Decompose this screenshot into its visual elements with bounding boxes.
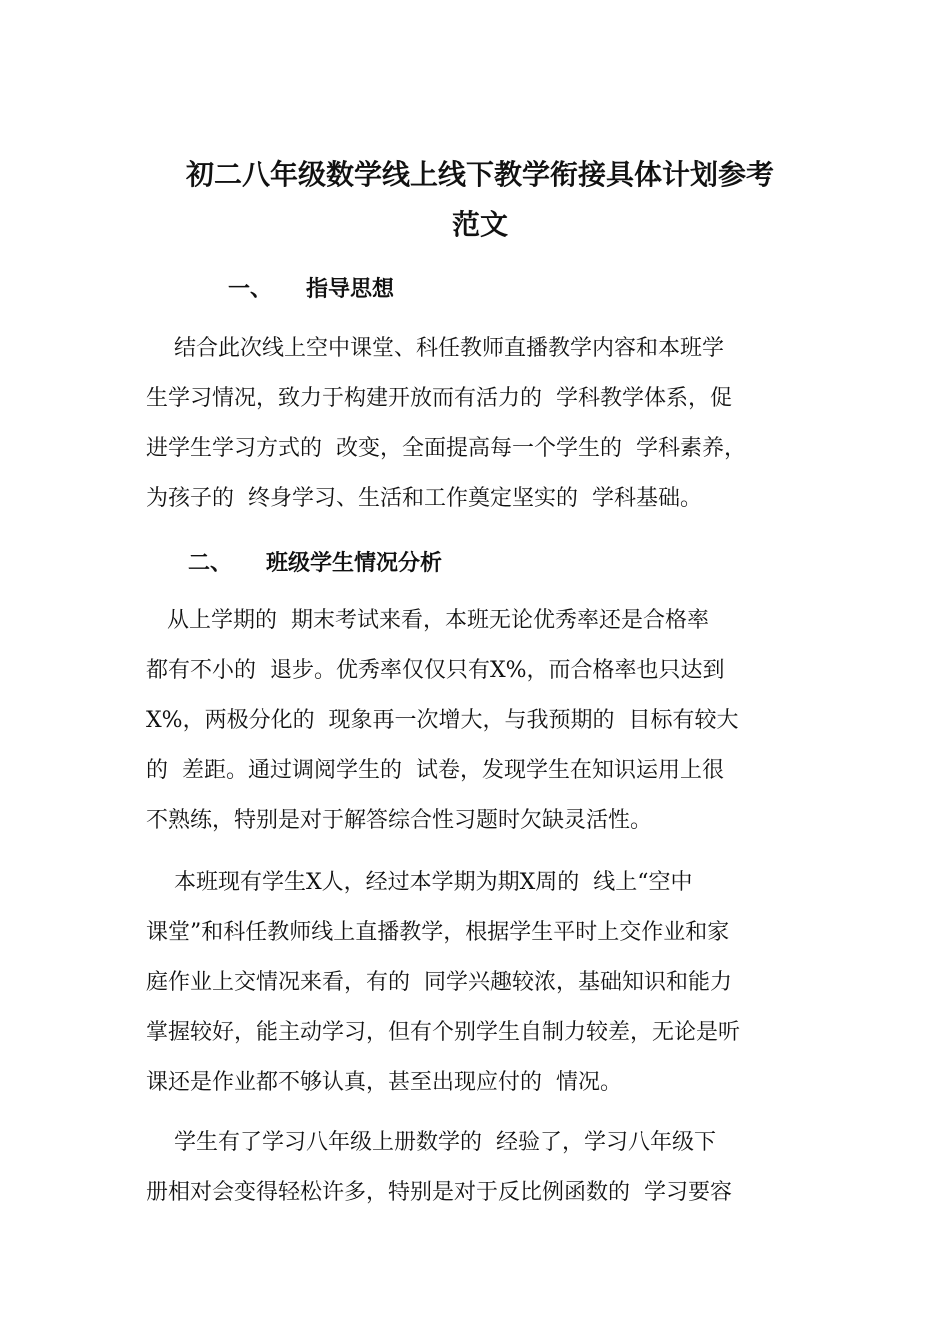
paragraph-line: 不熟练，特别是对于解答综合性习题时欠缺灵活性。 [146, 808, 653, 833]
paragraph-line: 为孩子的 终身学习、生活和工作奠定坚实的 学科基础。 [146, 486, 702, 511]
paragraph-line: 的 差距。通过调阅学生的 试卷，发现学生在知识运用上很 [146, 758, 724, 783]
paragraph-line: 生学习情况，致力于构建开放而有活力的 学科教学体系，促 [146, 386, 732, 411]
paragraph-line: 本班现有学生X人，经过本学期为期X周的 线上“空中 [146, 870, 693, 895]
paragraph-line: 掌握较好，能主动学习，但有个别学生自制力较差，无论是听 [146, 1020, 741, 1045]
section-heading-2 [188, 546, 442, 577]
paragraph-line: 课堂”和科任教师线上直播教学，根据学生平时上交作业和家 [146, 920, 730, 945]
section-title: 指导思想 [306, 277, 395, 302]
paragraph-line: 学生有了学习八年级上册数学的 经验了，学习八年级下 [146, 1130, 716, 1155]
section-number: 二、 [188, 551, 233, 576]
paragraph-line: 从上学期的 期末考试来看，本班无论优秀率还是合格率 [146, 608, 709, 633]
paragraph-line: 进学生学习方式的 改变，全面提高每一个学生的 学科素养， [146, 436, 746, 461]
paragraph-line: 结合此次线上空中课堂、科任教师直播教学内容和本班学 [146, 336, 724, 361]
title-line-1: 初二八年级数学线上线下教学衔接具体计划参考 [185, 158, 774, 191]
paragraph-line: 册相对会变得轻松许多，特别是对于反比例函数的 学习要容 [146, 1180, 732, 1205]
title-line-2: 范文 [451, 208, 508, 241]
paragraph-line: 都有不小的 退步。优秀率仅仅只有X%，而合格率也只达到 [146, 658, 725, 683]
document-title [150, 150, 810, 250]
section-number: 一、 [228, 277, 273, 302]
paragraph-line: X%，两极分化的 现象再一次增大，与我预期的 目标有较大 [146, 708, 739, 733]
paragraph-line: 庭作业上交情况来看，有的 同学兴趣较浓，基础知识和能力 [146, 970, 732, 995]
paragraph-line: 课还是作业都不够认真，甚至出现应付的 情况。 [146, 1070, 622, 1095]
section-title: 班级学生情况分析 [266, 551, 443, 576]
section-heading-1 [228, 272, 394, 303]
